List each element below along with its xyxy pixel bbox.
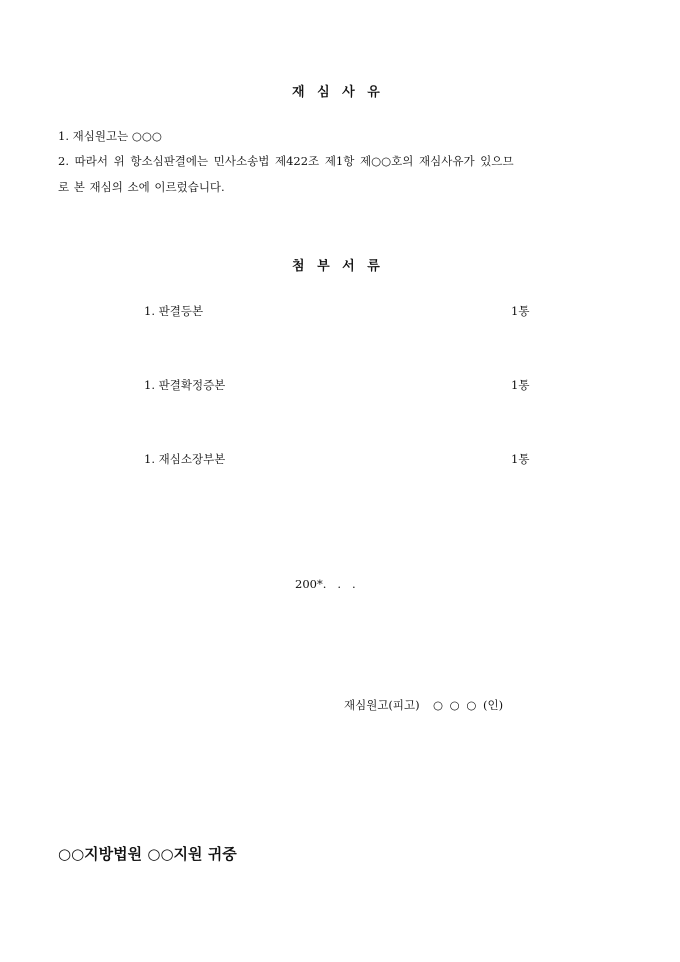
reason-line-1: 1. 재심원고는 ○○○ [58,129,162,143]
reason-section-title: 재 심 사 유 [292,85,380,100]
attachment-item-3-count: 1통 [511,452,530,466]
attachment-item-2-name: 1. 판결확정증본 [144,378,226,392]
court-addressee: ○○지방법원 ○○지원 귀중 [58,845,237,863]
attachment-item-1-name: 1. 판결등본 [144,304,204,318]
reason-line-2-continued: 로 본 재심의 소에 이르렀습니다. [58,180,225,194]
attachments-section-title: 첨 부 서 류 [292,259,380,274]
attachment-item-2-count: 1통 [511,378,530,392]
attachment-item-3-name: 1. 재심소장부본 [144,452,226,466]
plaintiff-signature: 재심원고(피고) ○ ○ ○ (인) [344,698,504,712]
document-date: 200*. . . [295,577,356,591]
attachment-item-1-count: 1통 [511,304,530,318]
reason-line-2: 2. 따라서 위 항소심판결에는 민사소송법 제422조 제1항 제○○호의 재심사유가 있으므 [58,154,514,168]
